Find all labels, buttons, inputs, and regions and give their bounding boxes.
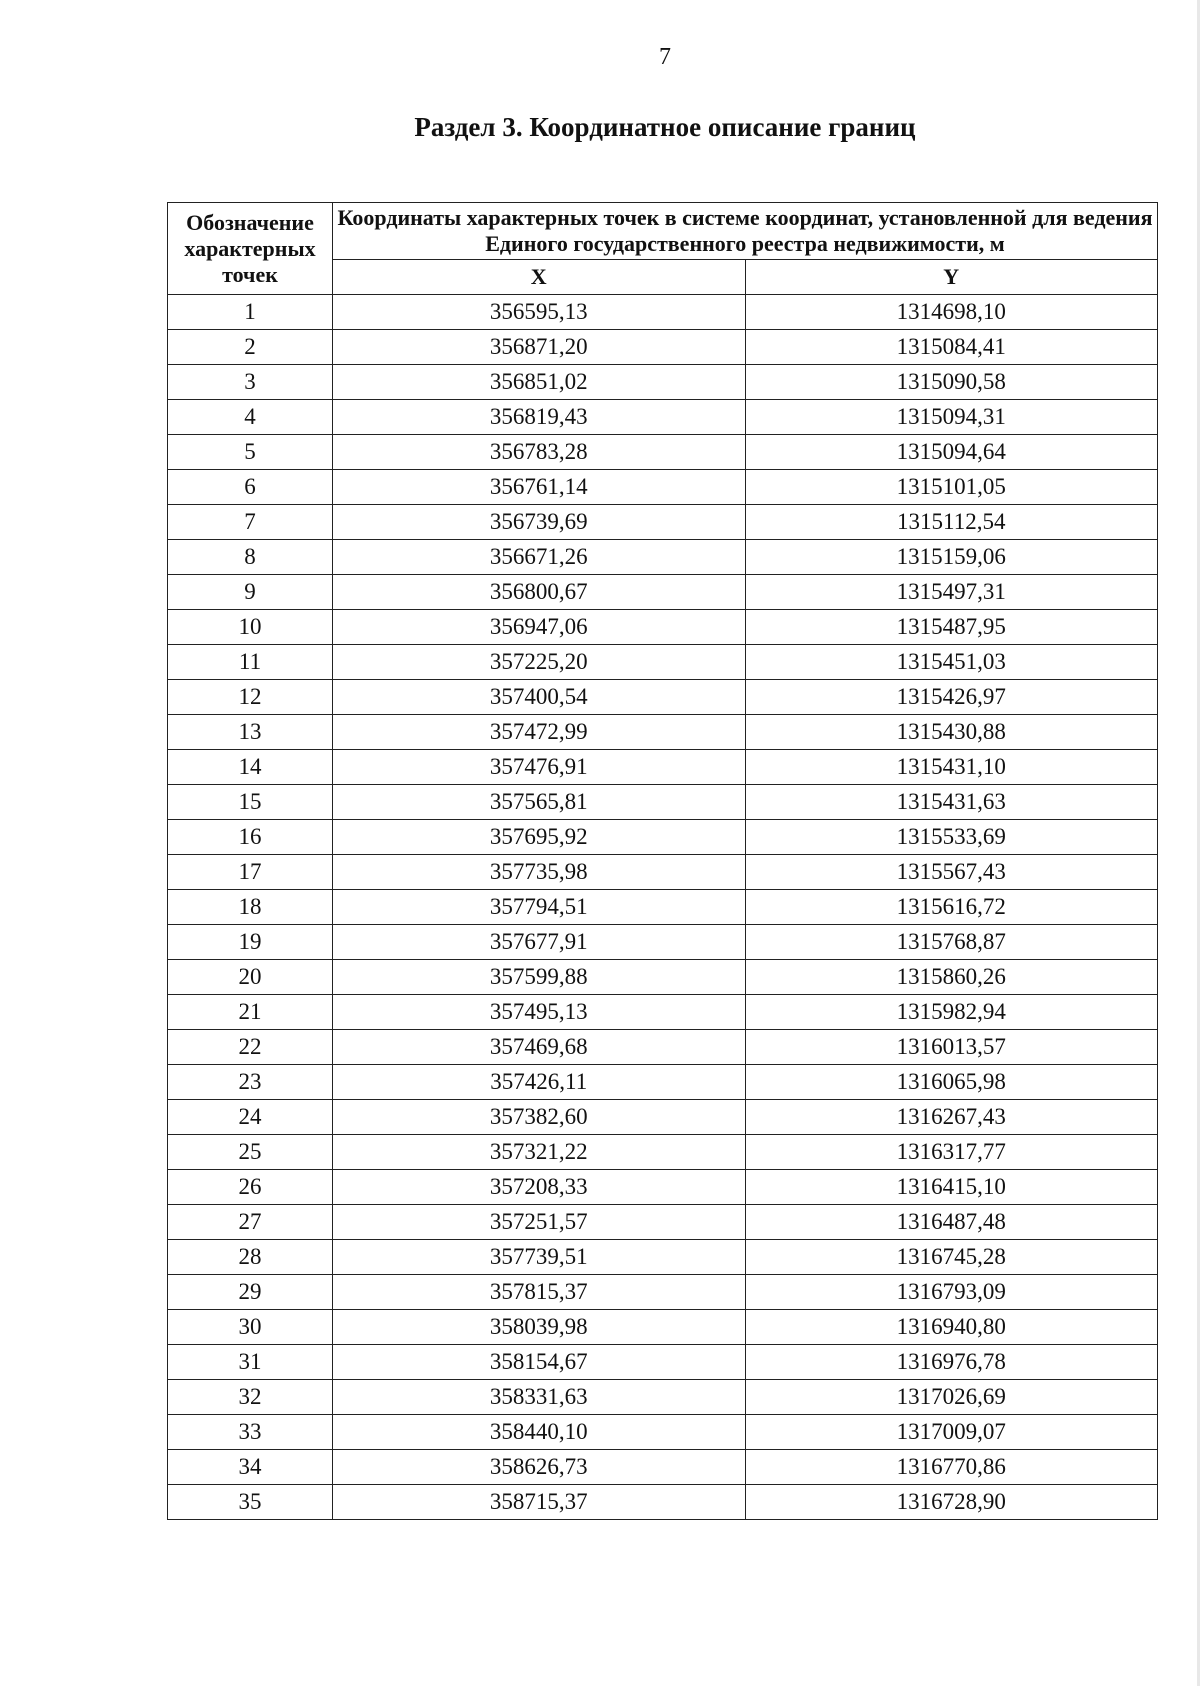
y-coordinate-cell: 1314698,10 — [745, 295, 1158, 330]
x-coordinate-cell: 357739,51 — [333, 1240, 746, 1275]
x-coordinate-cell: 357251,57 — [333, 1205, 746, 1240]
table-row — [168, 785, 1158, 820]
table-row — [168, 330, 1158, 365]
y-coordinate-cell: 1315090,58 — [745, 365, 1158, 400]
x-coordinate-cell: 356800,67 — [333, 575, 746, 610]
x-coordinate-cell: 357815,37 — [333, 1275, 746, 1310]
y-coordinate-cell: 1316940,80 — [745, 1310, 1158, 1345]
point-cell: 17 — [168, 855, 333, 890]
y-coordinate-cell: 1315430,88 — [745, 715, 1158, 750]
x-coordinate-cell: 356871,20 — [333, 330, 746, 365]
header-y: Y — [745, 260, 1158, 295]
x-coordinate-cell: 357695,92 — [333, 820, 746, 855]
point-cell: 27 — [168, 1205, 333, 1240]
page-number: 7 — [659, 44, 671, 70]
point-cell: 15 — [168, 785, 333, 820]
x-coordinate-cell: 358154,67 — [333, 1345, 746, 1380]
y-coordinate-cell: 1316745,28 — [745, 1240, 1158, 1275]
point-cell: 14 — [168, 750, 333, 785]
point-cell: 22 — [168, 1030, 333, 1065]
x-coordinate-cell: 357472,99 — [333, 715, 746, 750]
x-coordinate-cell: 357400,54 — [333, 680, 746, 715]
table-row — [168, 1485, 1158, 1520]
table-row — [168, 1415, 1158, 1450]
table-row — [168, 540, 1158, 575]
point-cell: 29 — [168, 1275, 333, 1310]
point-cell: 21 — [168, 995, 333, 1030]
coordinates-table — [167, 202, 1158, 1520]
point-cell: 13 — [168, 715, 333, 750]
table-row — [168, 1380, 1158, 1415]
point-cell: 2 — [168, 330, 333, 365]
table-row — [168, 1345, 1158, 1380]
point-cell: 5 — [168, 435, 333, 470]
table-row — [168, 1170, 1158, 1205]
x-coordinate-cell: 357476,91 — [333, 750, 746, 785]
y-coordinate-cell: 1317026,69 — [745, 1380, 1158, 1415]
point-cell: 31 — [168, 1345, 333, 1380]
table-row — [168, 610, 1158, 645]
table-row — [168, 1135, 1158, 1170]
y-coordinate-cell: 1316487,48 — [745, 1205, 1158, 1240]
x-coordinate-cell: 356761,14 — [333, 470, 746, 505]
y-coordinate-cell: 1316317,77 — [745, 1135, 1158, 1170]
header-x: X — [333, 260, 746, 295]
x-coordinate-cell: 356947,06 — [333, 610, 746, 645]
point-cell: 16 — [168, 820, 333, 855]
table-row — [168, 295, 1158, 330]
point-cell: 18 — [168, 890, 333, 925]
y-coordinate-cell: 1316770,86 — [745, 1450, 1158, 1485]
table-row — [168, 645, 1158, 680]
y-coordinate-cell: 1315982,94 — [745, 995, 1158, 1030]
point-cell: 10 — [168, 610, 333, 645]
y-coordinate-cell: 1315094,64 — [745, 435, 1158, 470]
table-row — [168, 1030, 1158, 1065]
table-row — [168, 365, 1158, 400]
point-cell: 26 — [168, 1170, 333, 1205]
point-cell: 4 — [168, 400, 333, 435]
x-coordinate-cell: 358715,37 — [333, 1485, 746, 1520]
point-cell: 1 — [168, 295, 333, 330]
point-cell: 8 — [168, 540, 333, 575]
x-coordinate-cell: 357599,88 — [333, 960, 746, 995]
table-row — [168, 855, 1158, 890]
header-point-designation: Обозначение характерных точек — [168, 203, 333, 295]
table-row — [168, 470, 1158, 505]
point-cell: 3 — [168, 365, 333, 400]
y-coordinate-cell: 1315101,05 — [745, 470, 1158, 505]
table-row — [168, 750, 1158, 785]
y-coordinate-cell: 1315860,26 — [745, 960, 1158, 995]
y-coordinate-cell: 1316013,57 — [745, 1030, 1158, 1065]
table-row — [168, 1205, 1158, 1240]
point-cell: 33 — [168, 1415, 333, 1450]
x-coordinate-cell: 357382,60 — [333, 1100, 746, 1135]
y-coordinate-cell: 1316793,09 — [745, 1275, 1158, 1310]
table-row — [168, 960, 1158, 995]
point-cell: 34 — [168, 1450, 333, 1485]
x-coordinate-cell: 357426,11 — [333, 1065, 746, 1100]
y-coordinate-cell: 1316065,98 — [745, 1065, 1158, 1100]
x-coordinate-cell: 357495,13 — [333, 995, 746, 1030]
table-row — [168, 995, 1158, 1030]
x-coordinate-cell: 358331,63 — [333, 1380, 746, 1415]
table-row — [168, 435, 1158, 470]
point-cell: 7 — [168, 505, 333, 540]
point-cell: 6 — [168, 470, 333, 505]
y-coordinate-cell: 1317009,07 — [745, 1415, 1158, 1450]
table-row — [168, 1275, 1158, 1310]
x-coordinate-cell: 358626,73 — [333, 1450, 746, 1485]
point-cell: 32 — [168, 1380, 333, 1415]
point-cell: 23 — [168, 1065, 333, 1100]
x-coordinate-cell: 357794,51 — [333, 890, 746, 925]
table-row — [168, 505, 1158, 540]
x-coordinate-cell: 357469,68 — [333, 1030, 746, 1065]
y-coordinate-cell: 1315431,63 — [745, 785, 1158, 820]
x-coordinate-cell: 357225,20 — [333, 645, 746, 680]
point-cell: 11 — [168, 645, 333, 680]
y-coordinate-cell: 1316976,78 — [745, 1345, 1158, 1380]
y-coordinate-cell: 1315533,69 — [745, 820, 1158, 855]
x-coordinate-cell: 356851,02 — [333, 365, 746, 400]
x-coordinate-cell: 357735,98 — [333, 855, 746, 890]
y-coordinate-cell: 1316415,10 — [745, 1170, 1158, 1205]
table-row — [168, 925, 1158, 960]
y-coordinate-cell: 1315487,95 — [745, 610, 1158, 645]
table-row — [168, 890, 1158, 925]
table-row — [168, 820, 1158, 855]
table-row — [168, 1100, 1158, 1135]
x-coordinate-cell: 357208,33 — [333, 1170, 746, 1205]
x-coordinate-cell: 356595,13 — [333, 295, 746, 330]
x-coordinate-cell: 357321,22 — [333, 1135, 746, 1170]
table-row — [168, 680, 1158, 715]
x-coordinate-cell: 356739,69 — [333, 505, 746, 540]
x-coordinate-cell: 357677,91 — [333, 925, 746, 960]
point-cell: 19 — [168, 925, 333, 960]
coordinates-table-body — [168, 295, 1158, 1520]
x-coordinate-cell: 356783,28 — [333, 435, 746, 470]
x-coordinate-cell: 357565,81 — [333, 785, 746, 820]
table-row — [168, 1310, 1158, 1345]
x-coordinate-cell: 356819,43 — [333, 400, 746, 435]
y-coordinate-cell: 1315084,41 — [745, 330, 1158, 365]
table-row — [168, 715, 1158, 750]
section-title: Раздел 3. Координатное описание границ — [414, 112, 916, 142]
y-coordinate-cell: 1316728,90 — [745, 1485, 1158, 1520]
y-coordinate-cell: 1315768,87 — [745, 925, 1158, 960]
point-cell: 24 — [168, 1100, 333, 1135]
point-cell: 9 — [168, 575, 333, 610]
y-coordinate-cell: 1315159,06 — [745, 540, 1158, 575]
y-coordinate-cell: 1315426,97 — [745, 680, 1158, 715]
table-row — [168, 1065, 1158, 1100]
point-cell: 25 — [168, 1135, 333, 1170]
point-cell: 35 — [168, 1485, 333, 1520]
y-coordinate-cell: 1315094,31 — [745, 400, 1158, 435]
x-coordinate-cell: 356671,26 — [333, 540, 746, 575]
table-row — [168, 1240, 1158, 1275]
point-cell: 12 — [168, 680, 333, 715]
point-cell: 30 — [168, 1310, 333, 1345]
y-coordinate-cell: 1315616,72 — [745, 890, 1158, 925]
table-row — [168, 1450, 1158, 1485]
table-row — [168, 400, 1158, 435]
x-coordinate-cell: 358440,10 — [333, 1415, 746, 1450]
y-coordinate-cell: 1315112,54 — [745, 505, 1158, 540]
y-coordinate-cell: 1315431,10 — [745, 750, 1158, 785]
point-cell: 28 — [168, 1240, 333, 1275]
header-coordinates: Координаты характерных точек в системе координат, установленной для ведения Единого государственного реестра недвижимости, м — [333, 203, 1158, 260]
table-row — [168, 575, 1158, 610]
point-cell: 20 — [168, 960, 333, 995]
y-coordinate-cell: 1315497,31 — [745, 575, 1158, 610]
x-coordinate-cell: 358039,98 — [333, 1310, 746, 1345]
y-coordinate-cell: 1316267,43 — [745, 1100, 1158, 1135]
y-coordinate-cell: 1315451,03 — [745, 645, 1158, 680]
y-coordinate-cell: 1315567,43 — [745, 855, 1158, 890]
